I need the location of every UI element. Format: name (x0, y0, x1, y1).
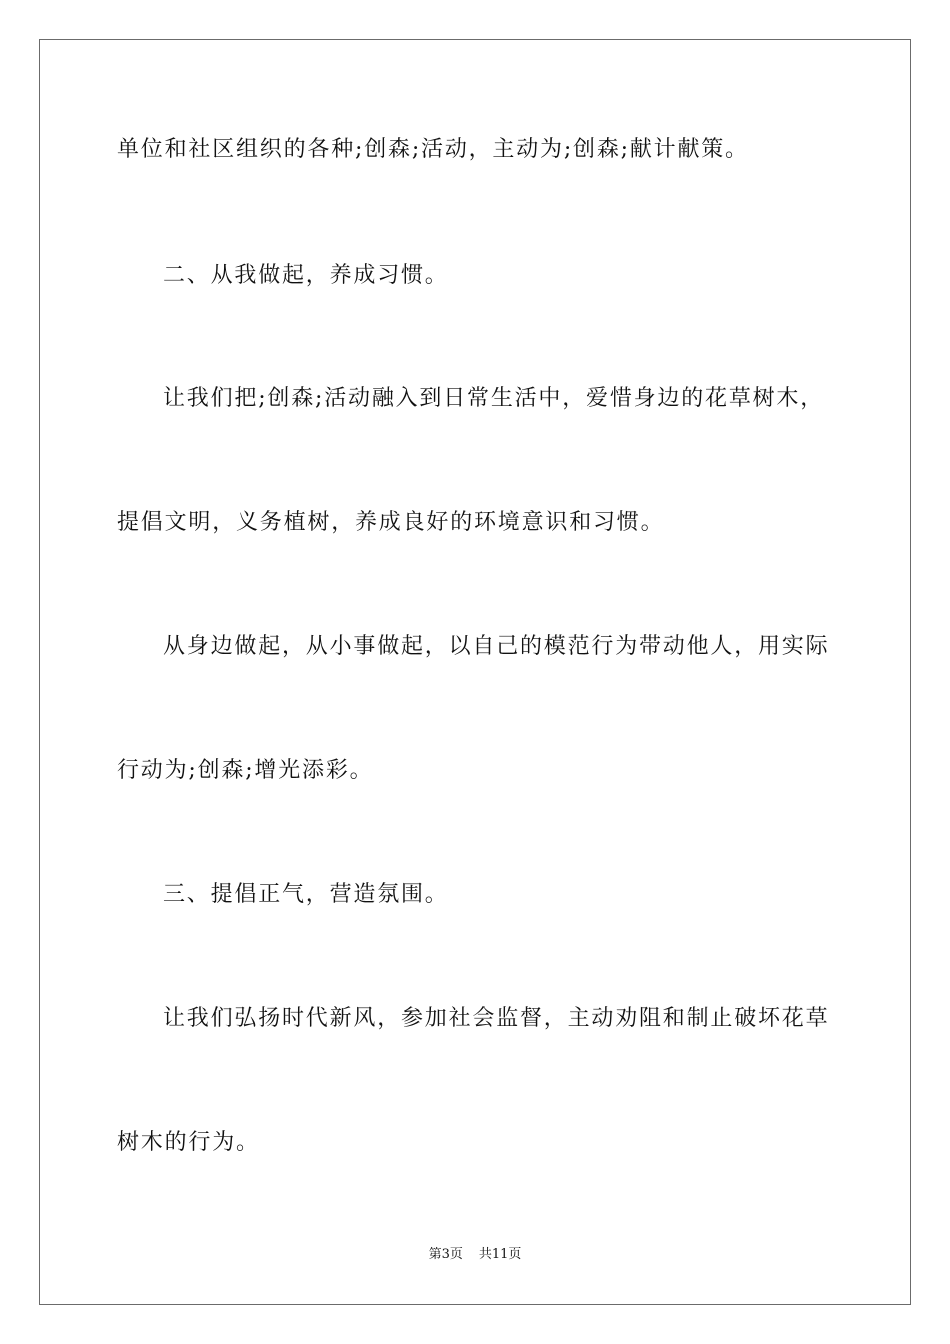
body-text-line: 树木的行为。 (117, 1130, 260, 1155)
page-number: 第3页 (428, 1247, 463, 1262)
body-text-line: 行动为;创森;增光添彩。 (117, 758, 374, 783)
body-text-line: 单位和社区组织的各种;创森;活动，主动为;创森;献计献策。 (117, 137, 749, 162)
body-text-line: 让我们弘扬时代新风，参加社会监督，主动劝阻和制止破坏花草 (163, 1006, 830, 1031)
page-total: 共11页 (478, 1247, 522, 1262)
section-heading: 三、提倡正气，营造氛围。 (163, 882, 449, 907)
body-text-line: 提倡文明，义务植树，养成良好的环境意识和习惯。 (117, 510, 665, 535)
section-heading: 二、从我做起，养成习惯。 (163, 263, 449, 288)
page-border (39, 39, 911, 1305)
body-text-line: 从身边做起，从小事做起，以自己的模范行为带动他人，用实际 (163, 634, 830, 659)
page-footer (0, 1246, 950, 1264)
body-text-line: 让我们把;创森;活动融入到日常生活中，爱惜身边的花草树木， (163, 386, 825, 411)
